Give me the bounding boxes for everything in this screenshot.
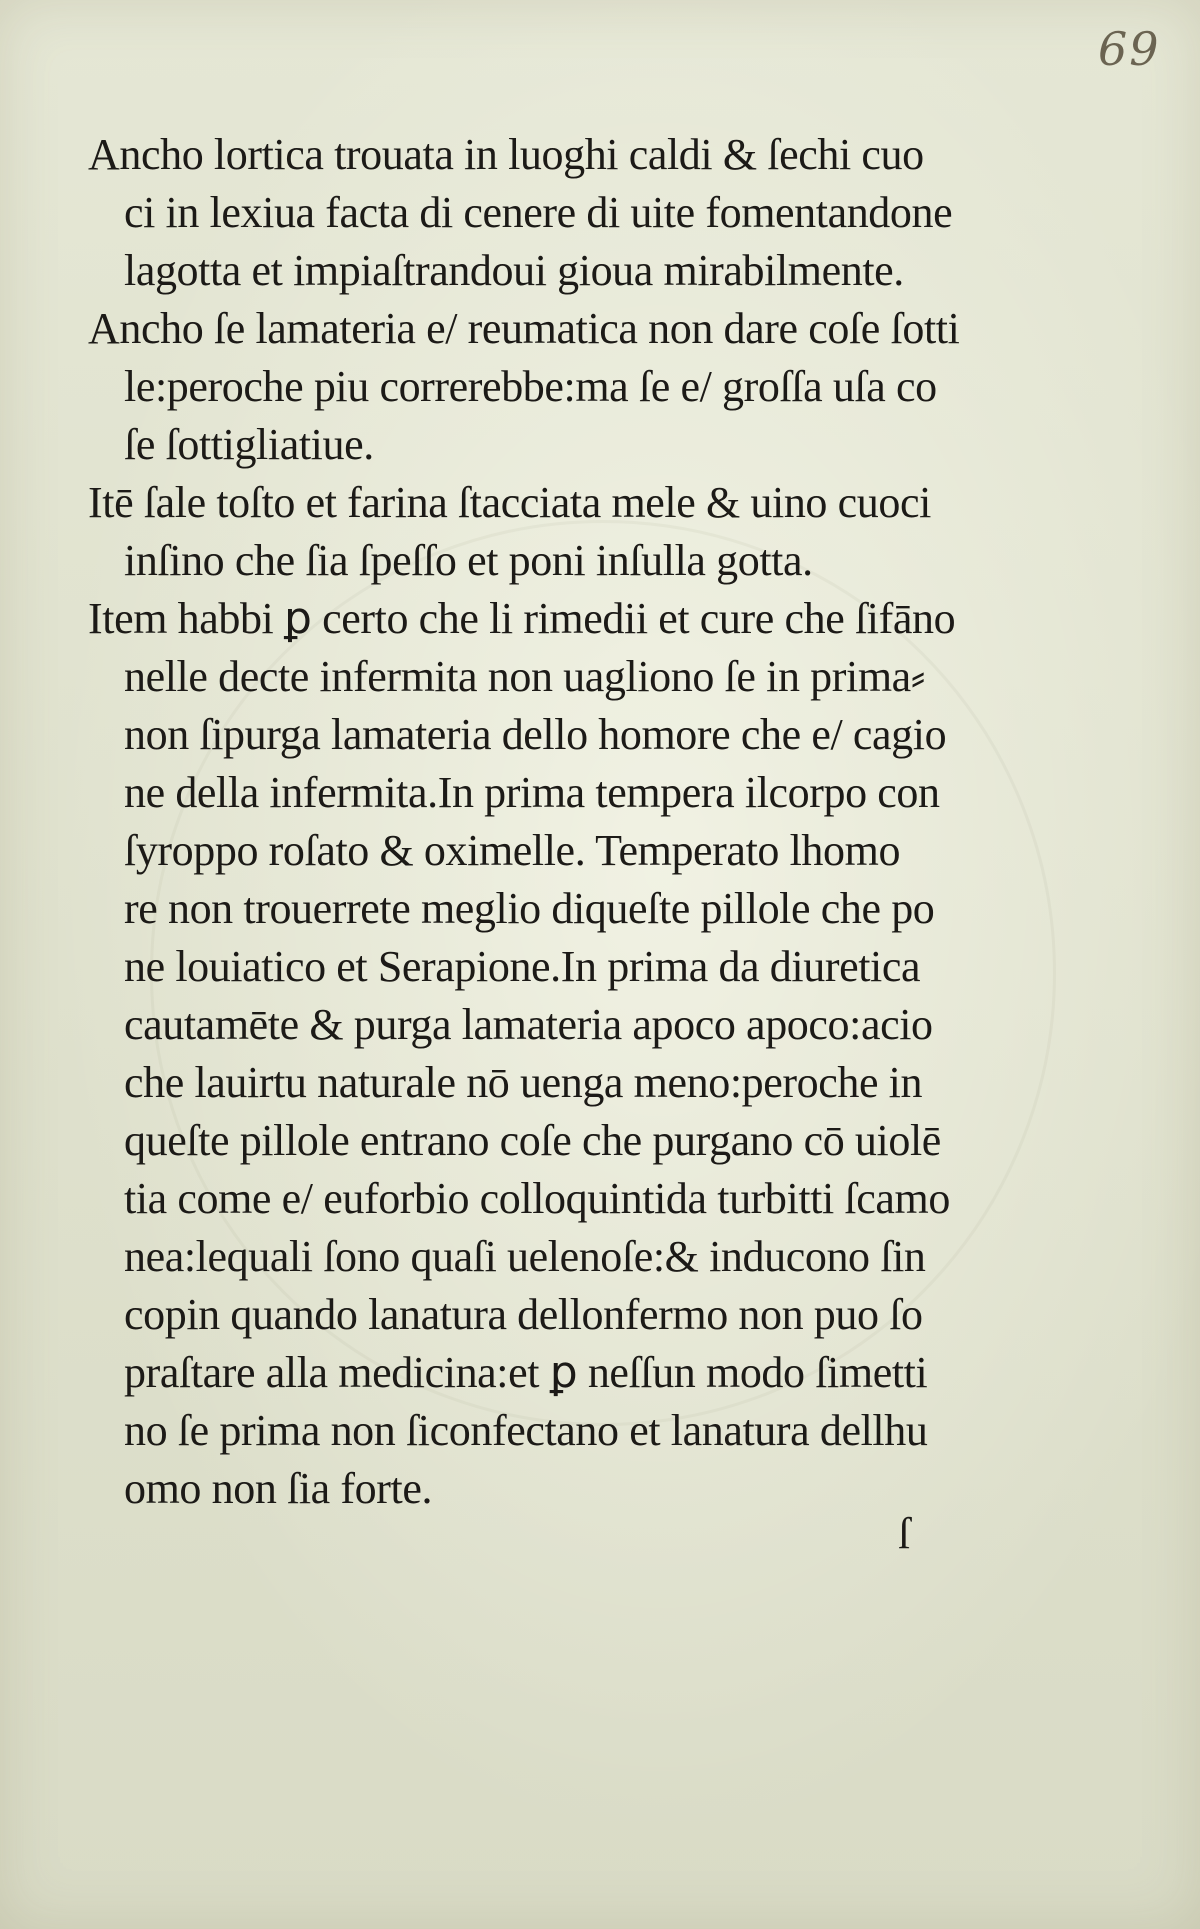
text-line: no ſe prima non ſiconfectano et lanatura dellhu: [124, 1406, 928, 1455]
text-line: lagotta et impiaſtrandoui gioua mirabilmente.: [124, 246, 904, 295]
text-line: tia come e/ euforbio colloquintida turbitti ſcamo: [124, 1174, 950, 1223]
text-line: nea:lequali ſono quaſi uelenoſe:& inducono ſin: [124, 1232, 926, 1281]
text-line: che lauirtu naturale nō uenga meno:peroche in: [124, 1058, 923, 1107]
text-line: ne della infermita.In prima tempera ilcorpo con: [124, 768, 940, 817]
text-line: le:peroche piu correrebbe:ma ſe e/ groſſa uſa co: [124, 362, 937, 411]
text-line: nelle decte infermita non uagliono ſe in prima⸗: [124, 652, 926, 701]
text-line: non ſipurga lamateria dello homore che e/ cagio: [124, 710, 947, 759]
text-line: inſino che ſia ſpeſſo et poni inſulla gotta.: [124, 536, 813, 585]
text-line: ci in lexiua facta di cenere di uite fomentandone: [124, 188, 953, 237]
catchword: ſ: [898, 1509, 911, 1558]
text-line: Ancho ſe lamateria e/ reumatica non dare coſe ſotti: [88, 304, 960, 353]
text-line: Item habbi ꝑ certo che li rimedii et cure che ſifāno: [88, 594, 956, 643]
text-line: ſyroppo roſato & oximelle. Temperato lhomo: [124, 826, 901, 875]
text-line: copin quando lanatura dellonfermo non puo ſo: [124, 1290, 923, 1339]
text-line: ne louiatico et Serapione.In prima da diuretica: [124, 942, 921, 991]
text-line: omo non ſia forte.: [124, 1464, 433, 1513]
text-line: Itē ſale toſto et farina ſtacciata mele & uino cuoci: [88, 478, 931, 527]
text-line: praſtare alla medicina:et ꝑ neſſun modo ſimetti: [124, 1348, 928, 1397]
text-block: [88, 126, 1098, 1518]
text-line: queſte pillole entrano coſe che purgano cō uiolē: [124, 1116, 941, 1165]
text-line: cautamēte & purga lamateria apoco apoco:acio: [124, 1000, 933, 1049]
folio-number: 69: [1098, 22, 1161, 76]
text-line: Ancho lortica trouata in luoghi caldi & ſechi cuo: [88, 130, 924, 179]
text-line: ſe ſottigliatiue.: [124, 420, 374, 469]
text-line: re non trouerrete meglio diqueſte pillole che po: [124, 884, 935, 933]
